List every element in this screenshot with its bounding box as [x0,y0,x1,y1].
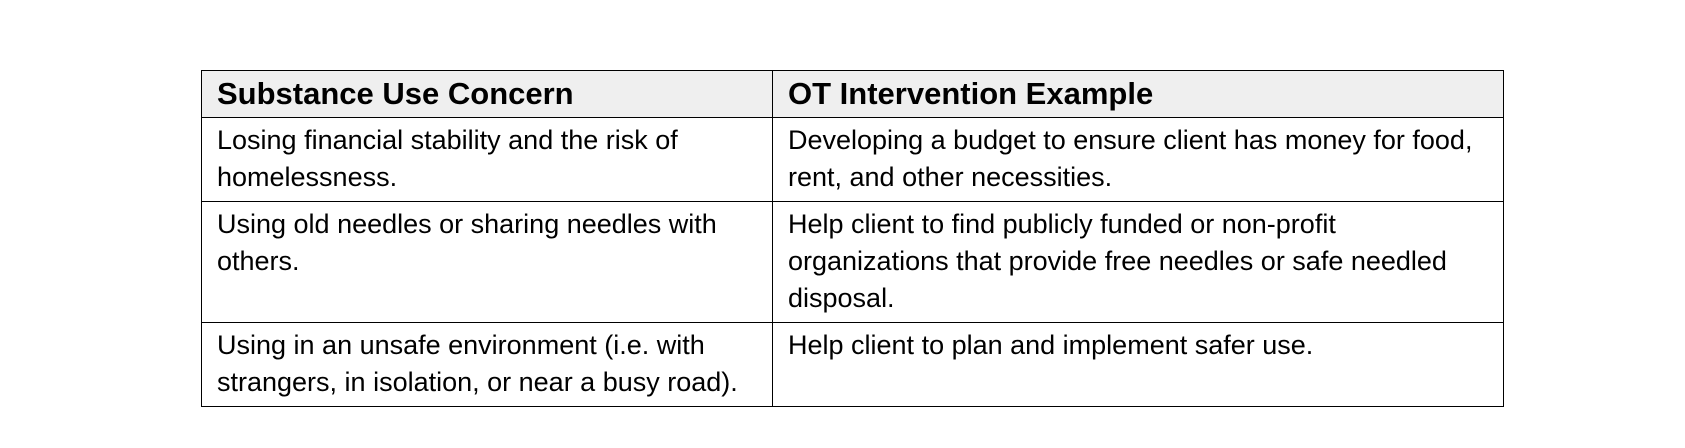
table-row [202,323,1504,407]
concern-cell: Using in an unsafe environment (i.e. with strangers, in isolation, or near a busy road). [202,323,773,407]
ot-intervention-table [201,70,1504,407]
table-header-row [202,71,1504,118]
intervention-cell: Help client to find publicly funded or non-profit organizations that provide free needles or safe needled disposal. [773,202,1504,323]
concern-cell: Losing financial stability and the risk of homelessness. [202,118,773,202]
concern-cell: Using old needles or sharing needles with others. [202,202,773,323]
intervention-cell: Developing a budget to ensure client has money for food, rent, and other necessities. [773,118,1504,202]
table-row [202,202,1504,323]
header-ot-intervention-example: OT Intervention Example [773,71,1504,118]
intervention-cell: Help client to plan and implement safer use. [773,323,1504,407]
table-row [202,118,1504,202]
header-substance-use-concern: Substance Use Concern [202,71,773,118]
